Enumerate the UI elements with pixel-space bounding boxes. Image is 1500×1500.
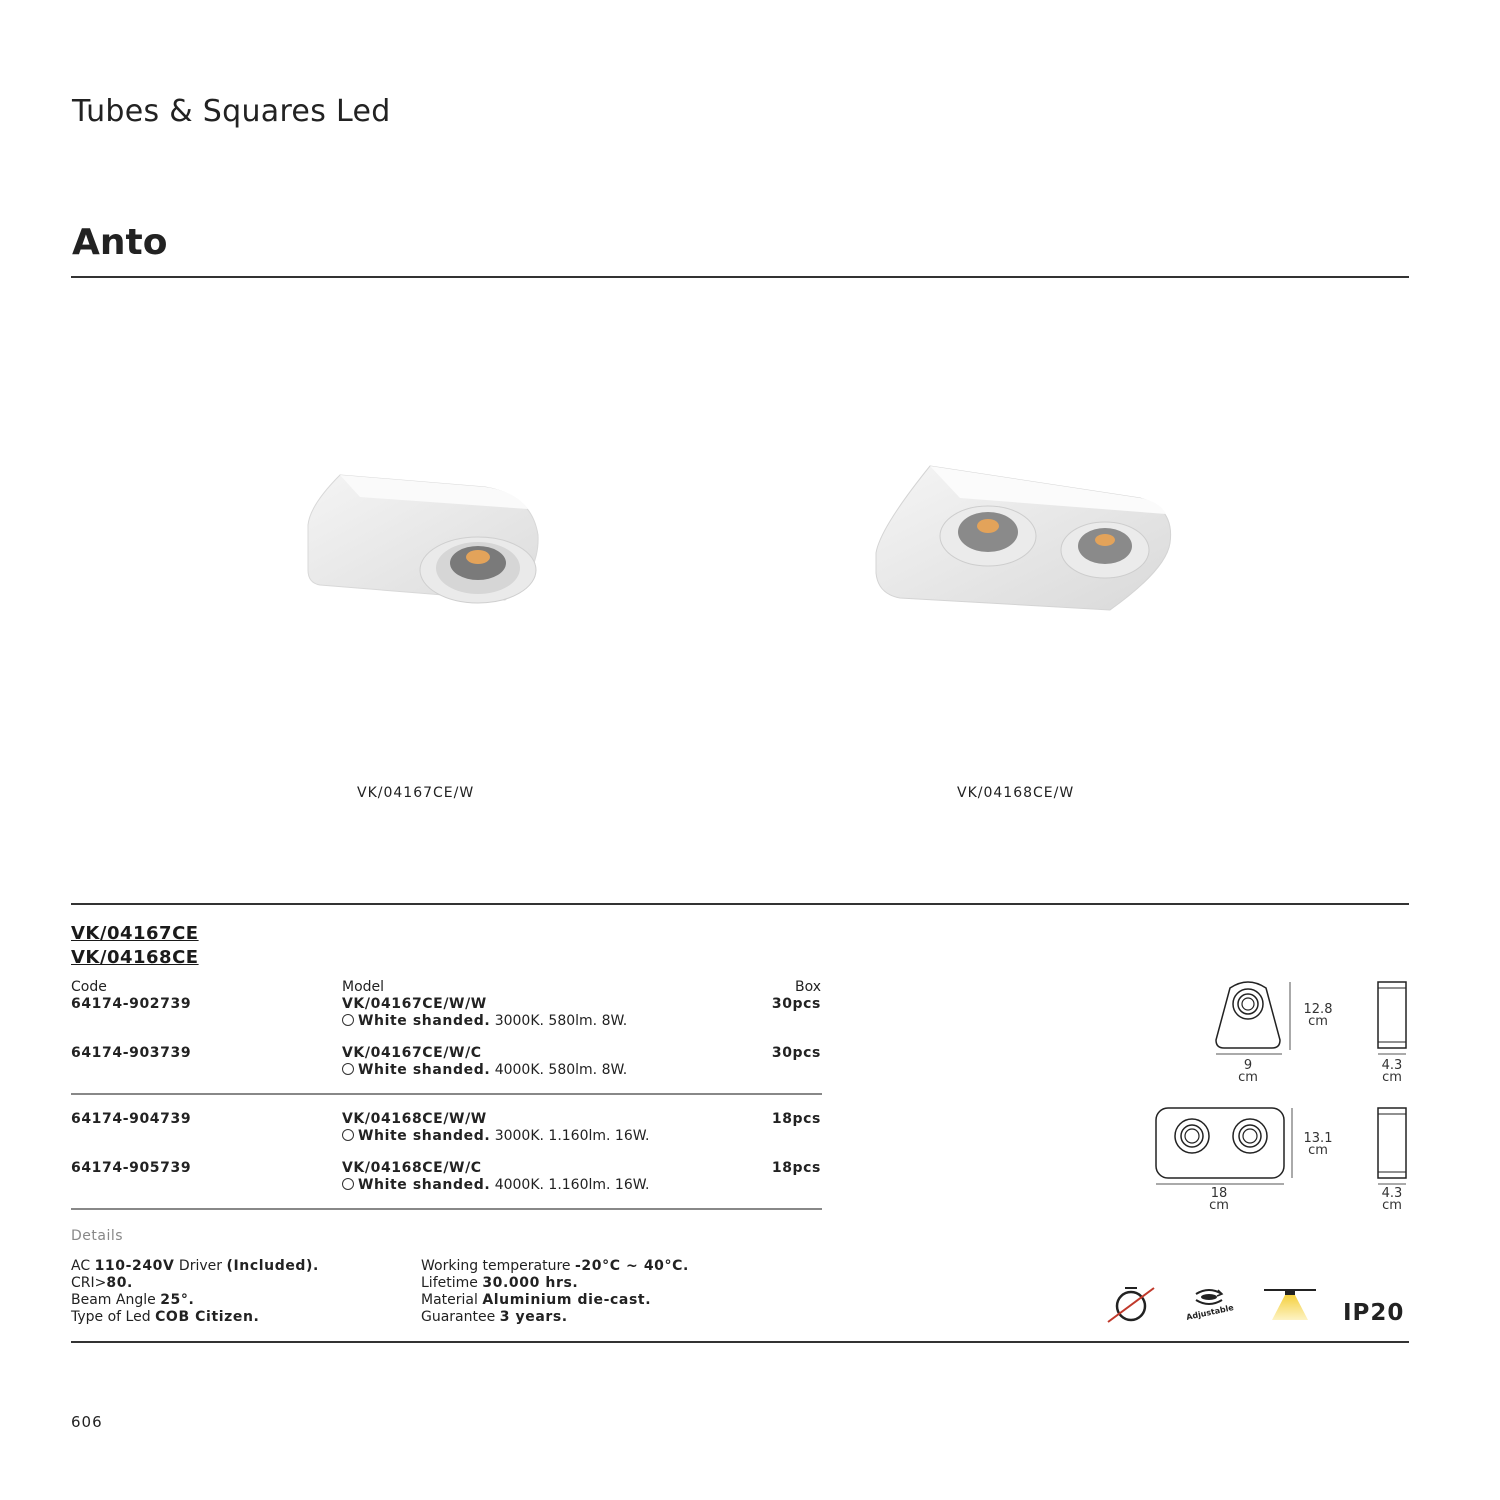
row-spec: White shanded. 3000K. 580lm. 8W. [342, 1013, 627, 1029]
dimension-drawing-single-front [1210, 978, 1310, 1058]
detail-line: Material Aluminium die-cast. [421, 1292, 652, 1308]
circle-icon [342, 1014, 354, 1026]
dimension-depth-single: 4.3 cm [1381, 1058, 1403, 1085]
page-title: Anto [72, 222, 168, 263]
product-caption-single: VK/04167CE/W [357, 785, 475, 801]
row-spec: White shanded. 3000K. 1.160lm. 16W. [342, 1128, 649, 1144]
not-dimmable-icon [1105, 1284, 1157, 1326]
table-divider [71, 1093, 822, 1095]
row-spec: White shanded. 4000K. 580lm. 8W. [342, 1062, 627, 1078]
detail-line: AC 110-240V Driver (Included). [71, 1258, 319, 1274]
header-box: Box [794, 979, 821, 995]
product-photo-single [300, 465, 550, 615]
header-code: Code [71, 979, 107, 995]
dimension-height-double: 13.1 cm [1303, 1131, 1333, 1158]
details-label: Details [71, 1228, 124, 1244]
dimension-drawing-single-side [1370, 978, 1414, 1058]
row-box: 30pcs [771, 1045, 821, 1061]
detail-line: Lifetime 30.000 hrs. [421, 1275, 579, 1291]
product-caption-double: VK/04168CE/W [957, 785, 1075, 801]
table-divider [71, 1208, 822, 1210]
row-box: 30pcs [771, 996, 821, 1012]
dimension-height-single: 12.8 cm [1303, 1002, 1333, 1029]
page-number: 606 [71, 1413, 103, 1431]
details-left [71, 1258, 319, 1326]
dimension-width-double: 18 cm [1209, 1186, 1229, 1213]
circle-icon [342, 1178, 354, 1190]
product-photo-double [870, 458, 1180, 618]
row-code: 64174-903739 [71, 1045, 192, 1061]
row-model: VK/04167CE/W/W [342, 996, 487, 1012]
detail-line: Beam Angle 25°. [71, 1292, 195, 1308]
row-code: 64174-905739 [71, 1160, 192, 1176]
category-title: Tubes & Squares Led [72, 94, 391, 129]
dimension-drawing-double-front [1150, 1104, 1300, 1188]
row-model: VK/04168CE/W/C [342, 1160, 482, 1176]
circle-icon [342, 1129, 354, 1141]
ceiling-light-icon [1260, 1286, 1322, 1322]
row-spec: White shanded. 4000K. 1.160lm. 16W. [342, 1177, 649, 1193]
ip-rating: IP20 [1343, 1300, 1405, 1326]
dimension-width-single: 9 cm [1238, 1058, 1258, 1085]
row-model: VK/04168CE/W/W [342, 1111, 487, 1127]
family-code: VK/04168CE [71, 947, 199, 968]
header-model: Model [342, 979, 385, 995]
row-box: 18pcs [771, 1111, 821, 1127]
detail-line: Type of Led COB Citizen. [71, 1309, 260, 1325]
title-divider [71, 276, 1409, 278]
row-box: 18pcs [771, 1160, 821, 1176]
adjustable-label: Adjustable [1185, 1303, 1235, 1322]
row-model: VK/04167CE/W/C [342, 1045, 482, 1061]
row-code: 64174-904739 [71, 1111, 192, 1127]
detail-line: Working temperature -20°C ~ 40°C. [421, 1258, 689, 1274]
detail-line: CRI>80. [71, 1275, 133, 1291]
family-codes [71, 922, 199, 970]
section-divider [71, 903, 1409, 905]
details-right [421, 1258, 689, 1326]
row-code: 64174-902739 [71, 996, 192, 1012]
footer-divider [71, 1341, 1409, 1343]
dimension-drawing-double-side [1370, 1104, 1414, 1188]
family-code: VK/04167CE [71, 923, 199, 944]
detail-line: Guarantee 3 years. [421, 1309, 568, 1325]
circle-icon [342, 1063, 354, 1075]
dimension-depth-double: 4.3 cm [1381, 1186, 1403, 1213]
